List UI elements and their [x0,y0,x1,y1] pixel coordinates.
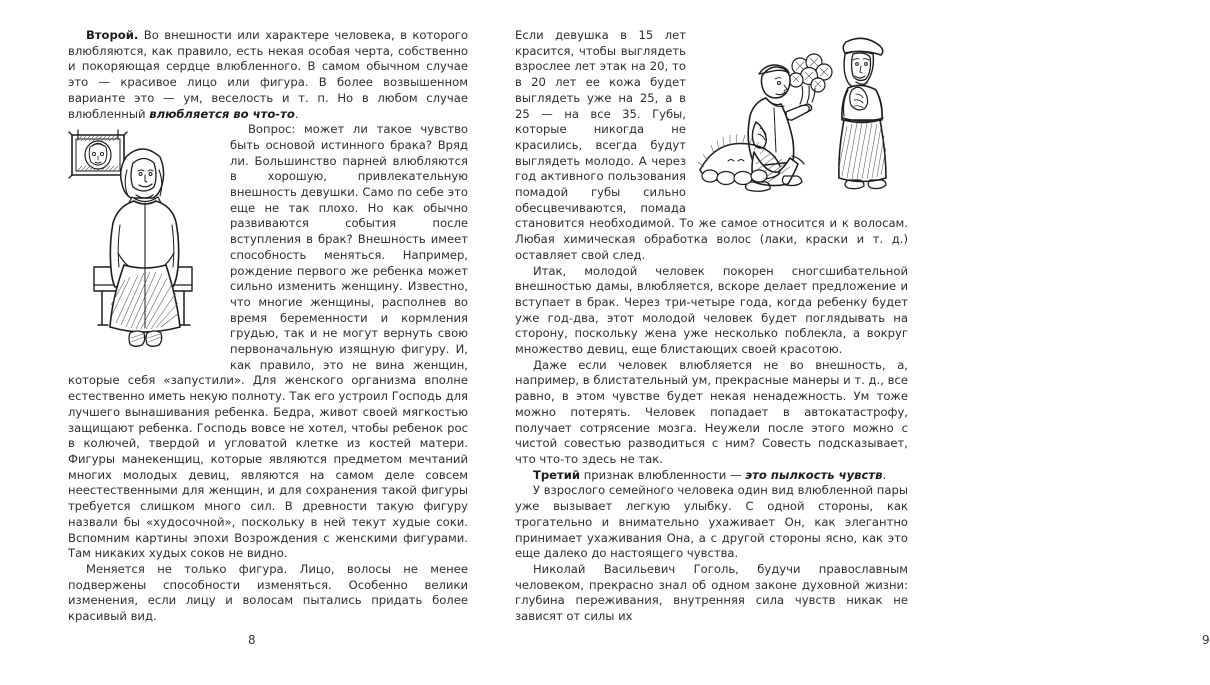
paragraph-esli-devushka-text: Если девушка в 15 лет красится, чтобы выглядеть взрослее лет этак на 20, то в 20 лет ее кожа будет выглядеть уже на 25, а в 25 — на все 35. Губы, которые никогда не красились, всегда будут выглядеть молодо. А через год активного пользования помадой губы сильно обесцвечиваются, помада становится необходимой. То же самое относится и к волосам. Любая химическая обработка волос (лаки, краски и т. д.) оставляет свой след. [515,28,908,262]
page-right [490,0,1210,685]
paragraph-menyaetsya [68,562,468,625]
illustration-seated-stout-woman-with-portrait [68,125,218,363]
paragraph-vtoroy [68,28,468,122]
paragraph-tretiy-tail: . [882,467,887,482]
paragraph-itak-text: Итак, молодой человек покорен сногсшибательной внешностью дамы, влюбляется, вскоре делает предложение и вступает в брак. Через три-четыре года, когда ребенку будет уже год-два, этот молодой человек будет поглядывать на сторону, поскольку жена уже несколько поблекла, а вокруг множество девиц, еще блистающих своей красотою. [515,263,908,357]
paragraph-tretiy-body: признак влюбленности — [580,467,746,482]
paragraph-gogol-text: Николай Васильевич Гоголь, будучи православным человеком, прекрасно знал об одном законе духовной жизни: глубина переживания, внутренняя сила чувств никак не зависят от силы их [515,561,908,624]
paragraph-gogol [515,562,908,625]
bouquet-of-flowers [789,54,832,104]
paragraph-vopros-text: Вопрос: может ли такое чувство быть основой истинного брака? Вряд ли. Большинство парней влюбляются в хорошую, привлекательную внешность девушки. Само по себе это еще не так плохо. Но как обычно развиваются события после вступления в брак? Внешность имеет способность меняться. Например, рождение первого же ребенка может сильно изменить женщину. Известно, что многие женщины, располнев во время беременности и кормления грудью, так и не могут вернуть свою первоначальную изящную фигуру. И, как правило, это не вина женщин, которые себя «запустили». Для женского организма вполне естественно иметь некую полноту. Так его устроил Господь для лучшего вынашивания ребенка. Бедра, живот своей мягкостью защищают ребенка. Господь вовсе не хотел, чтобы ребенок рос в колючей, твердой и угловатой клетке из костей матери. Фигуры манекенщиц, которые являются предметом мечтаний многих молодых девиц, являются на самом деле совсем неестественными для женщин, и для сохранения такой фигуры требуется слишком много сил. В древности такую фигуру назвали бы «худосочной», поскольку в ней текут худые соки. Вспомним картины эпохи Возрождения с женскими фигурами. Там никаких худых соков не видно. [68,122,468,561]
bold-italic-pylkost-chuvstv: это пылкость чувств [745,467,883,482]
bold-italic-vlyublyaetsya: влюбляется во что-то [149,106,295,121]
lead-bold-vtoroy: Второй. [85,28,139,42]
paragraph-dazhe-esli [515,358,908,468]
left-column-text [68,28,468,625]
paragraph-u-vzroslogo-text: У взрослого семейного человека один вид влюбленной пары уже вызывает легкую улыбку. С одной стороны, как трогательно и внимательно ухаживает Он, как элегантно принимает ухаживания Она, а с другой стороны ясно, как это еще далеко до настоящего чувства. [515,483,908,561]
paragraph-itak [515,264,908,358]
stout-woman-figure [110,149,180,346]
paragraph-menyaetsya-text: Меняется не только фигура. Лицо, волосы не менее подвержены способности изменяться. Особенно велики изменения, если лицу и волосам пытались придать более красивый вид. [68,561,468,624]
paragraph-dazhe-esli-text: Даже если человек влюбляется не во внешность, а, например, в блистательный ум, прекрасные манеры и т. д., все равно, в этом чувстве будет некая ненадежность. Ум тоже можно потерять. Человек попадает в автокатастрофу, получает сотрясение мозга. Неужели после этого можно с чистой совестью разводиться с ним? Совесть подсказывает, что что-то здесь не так. [515,357,908,466]
paragraph-vopros [68,122,468,562]
lead-bold-tretiy: Третий [532,467,581,482]
standing-woman-figure [839,38,886,188]
paragraph-esli-devushka [515,28,908,264]
folio-left: 8 [248,633,256,647]
paragraph-vtoroy-body: Во внешности или характере человека, в которого влюбляются, как правило, есть некая особая черта, собственно и покоряющая сердце влюбленного. В самом обычном случае это — красивое лицо или фигура. В более возвышенном варианте это — ум, веселость и т. п. Но в любом случае влюбленный [68,28,468,121]
paragraph-u-vzroslogo [515,483,908,562]
paragraph-vtoroy-tail: . [294,106,299,121]
page-left [0,0,490,685]
right-column-text [515,28,908,625]
paragraph-tretiy [515,468,908,484]
folio-right: 9 [1202,633,1210,647]
illustration-man-proposing-with-bouquet [696,28,908,200]
wall-portrait-frame [69,130,127,178]
